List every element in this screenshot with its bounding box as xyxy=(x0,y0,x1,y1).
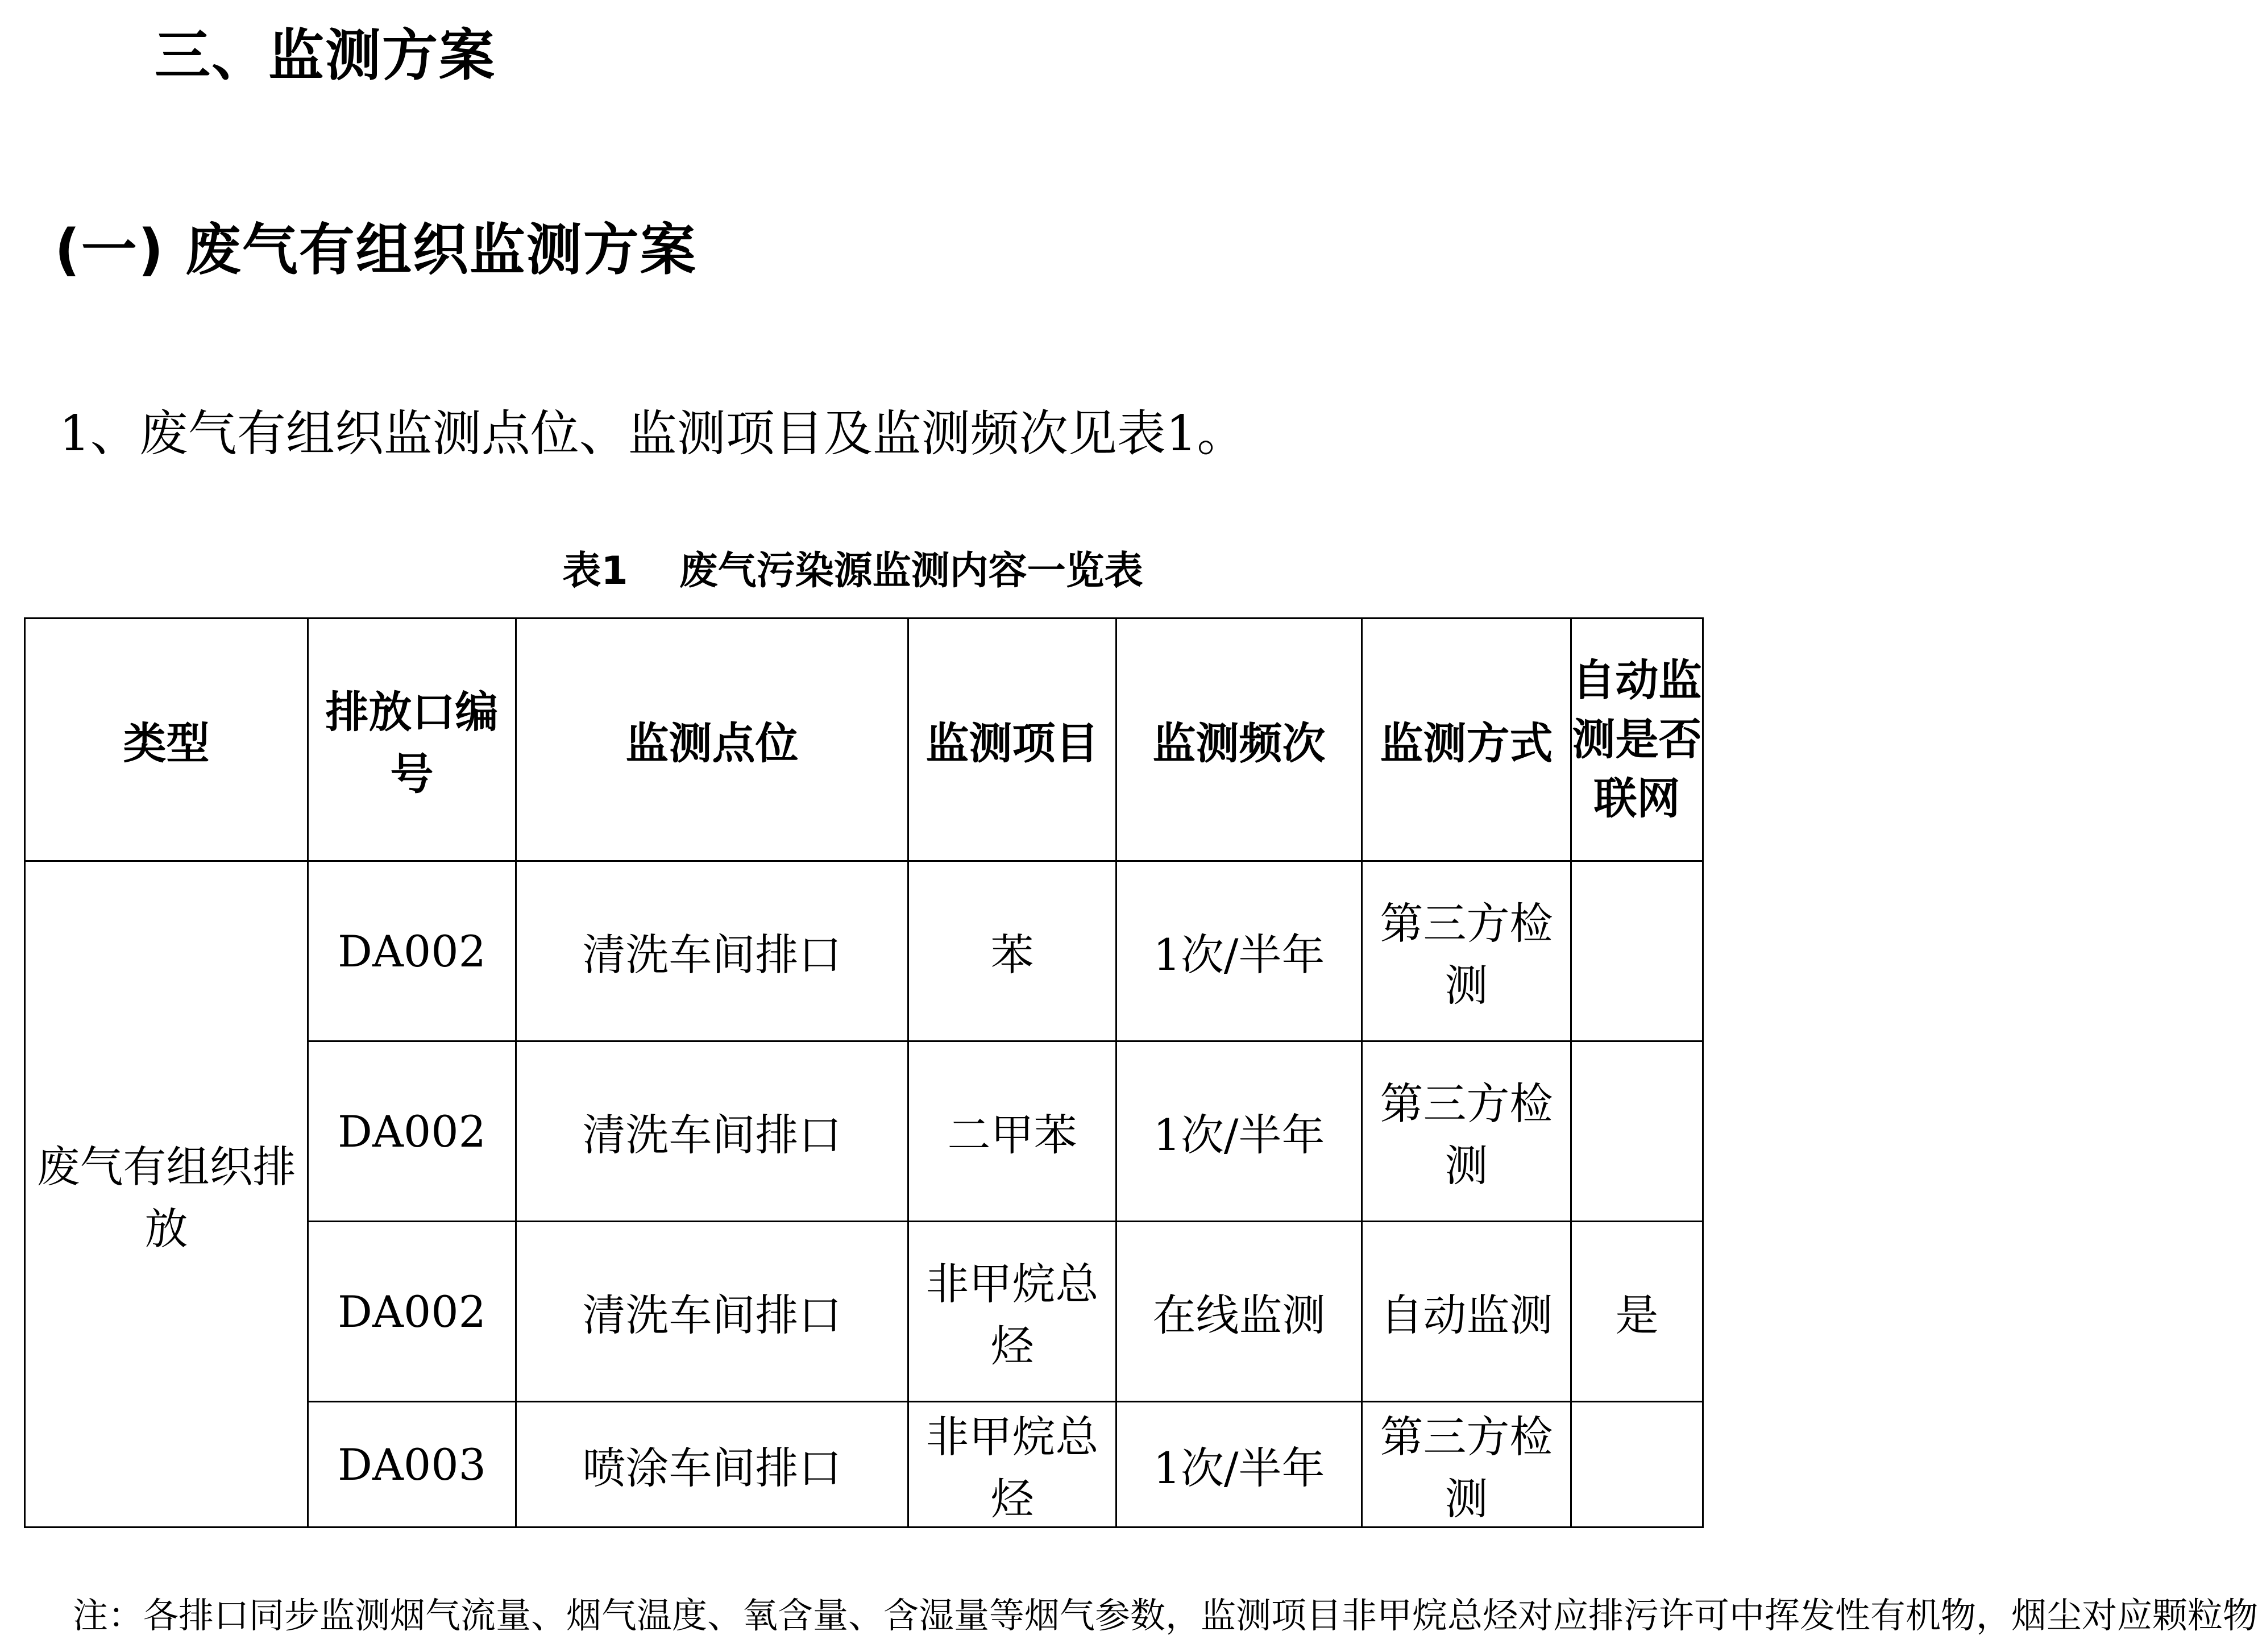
header-item: 监测项目 xyxy=(908,619,1116,861)
frequency-cell: 1次/半年 xyxy=(1116,1402,1362,1528)
table-caption xyxy=(0,546,1705,597)
item-cell: 二甲苯 xyxy=(908,1041,1116,1222)
header-networked: 自动监测是否联网 xyxy=(1571,619,1703,861)
networked-cell xyxy=(1571,861,1703,1041)
method-cell: 第三方检测 xyxy=(1362,1041,1571,1222)
item-cell: 非甲烷总烃 xyxy=(908,1402,1116,1528)
method-cell: 自动监测 xyxy=(1362,1222,1571,1402)
networked-cell: 是 xyxy=(1571,1222,1703,1402)
location-cell: 清洗车间排口 xyxy=(516,1041,908,1222)
header-frequency: 监测频次 xyxy=(1116,619,1362,861)
table-caption-title: 废气污染源监测内容一览表 xyxy=(679,549,1143,593)
header-outlet-id: 排放口编号 xyxy=(308,619,516,861)
table-note: 注：各排口同步监测烟气流量、烟气温度、氧含量、含湿量等烟气参数，监测项目非甲烷总烃对应排污许可中挥发性有机物，烟尘对应颗粒物 xyxy=(73,1595,2258,1636)
location-cell: 清洗车间排口 xyxy=(516,1222,908,1402)
item-cell: 苯 xyxy=(908,861,1116,1041)
type-cell: 废气有组织排放 xyxy=(25,861,308,1528)
header-type: 类型 xyxy=(25,619,308,861)
header-location: 监测点位 xyxy=(516,619,908,861)
networked-cell xyxy=(1571,1402,1703,1528)
location-cell: 清洗车间排口 xyxy=(516,861,908,1041)
outlet-cell: DA003 xyxy=(308,1402,516,1528)
table-row xyxy=(25,861,1703,1041)
outlet-cell: DA002 xyxy=(308,1222,516,1402)
location-cell: 喷涂车间排口 xyxy=(516,1402,908,1528)
subsection-heading: (一) 废气有组织监测方案 xyxy=(55,218,697,283)
header-method: 监测方式 xyxy=(1362,619,1571,861)
table-caption-label: 表1 xyxy=(562,549,628,593)
monitoring-table xyxy=(24,617,1704,1528)
item-cell: 非甲烷总烃 xyxy=(908,1222,1116,1402)
frequency-cell: 1次/半年 xyxy=(1116,1041,1362,1222)
frequency-cell: 1次/半年 xyxy=(1116,861,1362,1041)
outlet-cell: DA002 xyxy=(308,861,516,1041)
frequency-cell: 在线监测 xyxy=(1116,1222,1362,1402)
method-cell: 第三方检测 xyxy=(1362,861,1571,1041)
networked-cell xyxy=(1571,1041,1703,1222)
section-heading: 三、监测方案 xyxy=(155,23,496,88)
intro-paragraph: 1、废气有组织监测点位、监测项目及监测频次见表1。 xyxy=(59,405,1246,462)
method-cell: 第三方检测 xyxy=(1362,1402,1571,1528)
table-header-row xyxy=(25,619,1703,861)
outlet-cell: DA002 xyxy=(308,1041,516,1222)
